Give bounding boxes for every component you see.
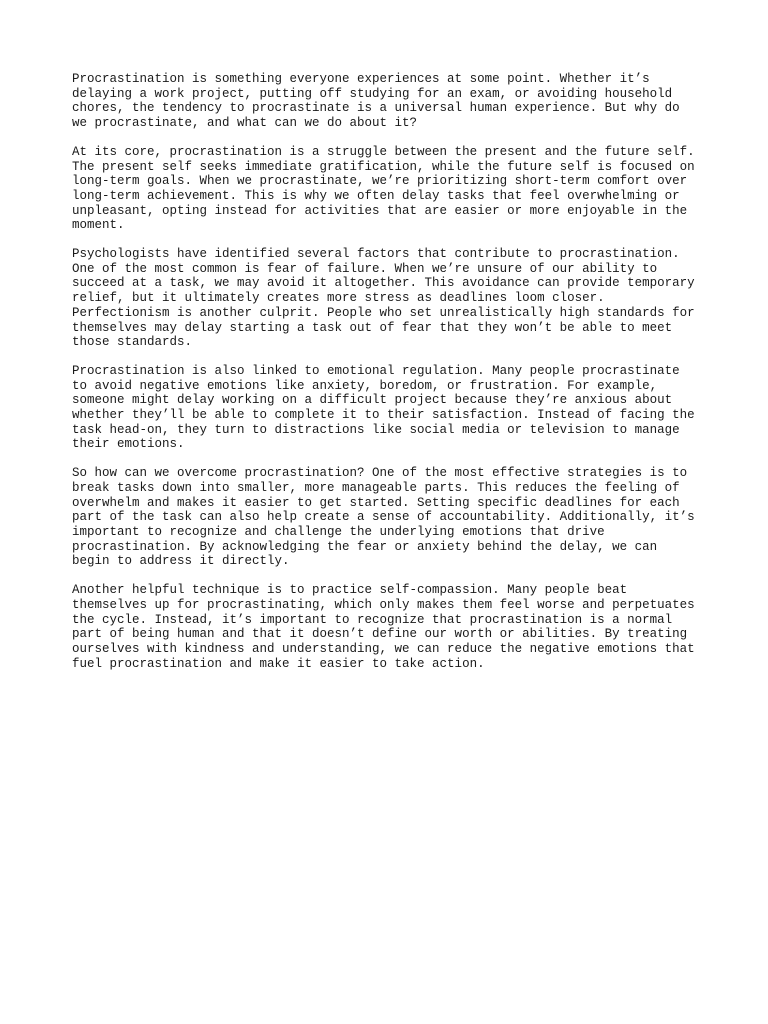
paragraph-5: So how can we overcome procrastination? One of the most effective strategies is to break tasks down into smaller, more manageable parts. This reduces the feeling of overwhelm and makes it easier to get started. Setting specific deadlines for each part of the task can also help create a sense of accountability. Additionally, it’s important to recognize and challenge the underlying emotions that drive procrastination. By acknowledging the fear or anxiety behind the delay, we can begin to address it directly. <box>72 466 695 569</box>
document-page <box>72 72 712 685</box>
paragraph-4: Procrastination is also linked to emotional regulation. Many people procrastinate to avoid negative emotions like anxiety, boredom, or frustration. For example, someone might delay working on a difficult project because they’re anxious about whether they’ll be able to complete it to their satisfaction. Instead of facing the task head-on, they turn to distractions like social media or television to manage their emotions. <box>72 363 695 452</box>
paragraph-2: At its core, procrastination is a struggle between the present and the future self. The present self seeks immediate gratification, while the future self is focused on long-term goals. When we procrastinate, we’re prioritizing short-term comfort over long-term achievement. This is why we often delay tasks that feel overwhelming or unpleasant, opting instead for activities that are easier or more enjoyable in the moment. <box>72 144 695 233</box>
paragraph-1: Procrastination is something everyone experiences at some point. Whether it’s delaying a work project, putting off studying for an exam, or avoiding household chores, the tendency to procrastinate is a universal human experience. But why do we procrastinate, and what can we do about it? <box>72 72 680 131</box>
paragraph-6: Another helpful technique is to practice self-compassion. Many people beat themselves up for procrastinating, which only makes them feel worse and perpetuates the cycle. Instead, it’s important to recognize that procrastination is a normal part of being human and that it doesn’t define our worth or abilities. By treating ourselves with kindness and understanding, we can reduce the negative emotions that fuel procrastination and make it easier to take action. <box>72 583 695 671</box>
paragraph-3: Psychologists have identified several factors that contribute to procrastination. One of the most common is fear of failure. When we’re unsure of our ability to succeed at a task, we may avoid it altogether. This avoidance can provide temporary relief, but it ultimately creates more stress as deadlines loom closer. Perfectionism is another culprit. People who set unrealistically high standards for themselves may delay starting a task out of fear that they won’t be able to meet those standards. <box>72 247 695 350</box>
